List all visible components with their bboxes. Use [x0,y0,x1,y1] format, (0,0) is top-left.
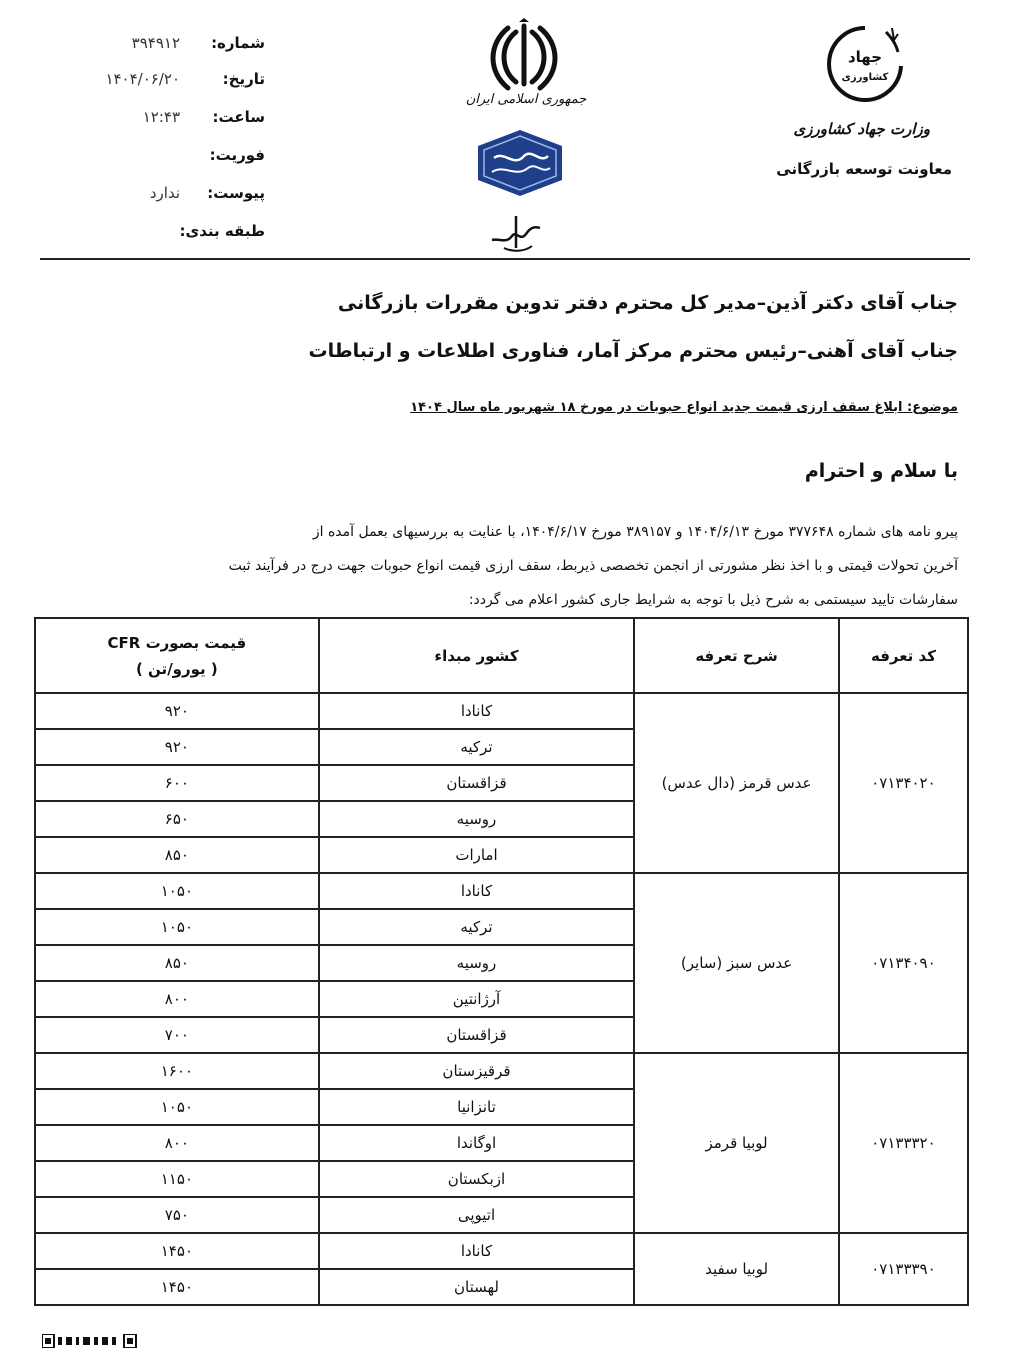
header-price [35,618,319,693]
tariff-code: ۰۷۱۳۴۰۲۰ [839,693,968,873]
cfr-price: ۸۰۰ [35,981,319,1017]
meta-label: فوریت: [209,146,265,164]
meta-value: ۳۹۴۹۱۲ [131,34,180,52]
origin-country: قرقیزستان [319,1053,634,1089]
cfr-price: ۸۵۰ [35,945,319,981]
production-badge-icon [470,128,570,198]
barcode-icon [42,1334,138,1348]
origin-country: روسیه [319,945,634,981]
origin-country: کانادا [319,1233,634,1269]
meta-row [90,70,265,96]
subject-line: موضوع: ابلاغ سقف ارزی قیمت جدید انواع حبوبات در مورخ ۱۸ شهریور ماه سال ۱۴۰۴ [410,400,958,415]
header-country: کشور مبداء [319,618,634,693]
tariff-code: ۰۷۱۳۴۰۹۰ [839,873,968,1053]
tariff-description: لوبیا سفید [634,1233,839,1305]
origin-country: اتیوپی [319,1197,634,1233]
origin-country: آرژانتین [319,981,634,1017]
tariff-description: عدس قرمز (دال عدس) [634,693,839,873]
jahad-keshavarzi-logo-icon [822,22,908,106]
body-line-2: آخرین تحولات قیمتی و با اخذ نظر مشورتی از انجمن تخصصی ذیربط، سقف ارزی قیمت انواع حبوبات جهت درج در فرآیند ثبت [228,558,958,574]
cfr-price: ۱۰۵۰ [35,1089,319,1125]
origin-country: امارات [319,837,634,873]
header-code: کد تعرفه [839,618,968,693]
addressee-2: جناب آقای آهنی–رئیس محترم مرکز آمار، فناوری اطلاعات و ارتباطات [308,340,958,362]
origin-country: قزاقستان [319,765,634,801]
price-table [34,617,969,1306]
header-price-line-1: قیمت بصورت CFR [107,633,247,652]
tariff-description: عدس سبز (سایر) [634,873,839,1053]
meta-row [90,222,265,248]
tariff-code: ۰۷۱۳۳۳۹۰ [839,1233,968,1305]
header-divider [40,258,970,260]
tariff-description: لوبیا قرمز [634,1053,839,1233]
cfr-price: ۹۲۰ [35,693,319,729]
meta-label: تاریخ: [222,70,265,88]
origin-country: قزاقستان [319,1017,634,1053]
emblem-caption: جمهوری اسلامی ایران [465,92,587,107]
origin-country: تانزانیا [319,1089,634,1125]
svg-text:کشاورزی: کشاورزی [841,72,889,83]
meta-value: ندارد [149,184,180,202]
meta-value: ۱۴۰۴/۰۶/۲۰ [105,70,180,88]
cfr-price: ۸۰۰ [35,1125,319,1161]
cfr-price: ۱۱۵۰ [35,1161,319,1197]
cfr-price: ۹۲۰ [35,729,319,765]
table-row [35,693,968,729]
cfr-price: ۱۰۵۰ [35,909,319,945]
meta-label: ساعت: [212,108,265,126]
table-row [35,873,968,909]
origin-country: کانادا [319,873,634,909]
meta-row [90,108,265,134]
meta-label: پیوست: [207,184,265,202]
meta-label: شماره: [211,34,265,52]
cfr-price: ۱۰۵۰ [35,873,319,909]
cfr-price: ۷۵۰ [35,1197,319,1233]
meta-label: طبقه بندی: [179,222,265,240]
addressee-1: جناب آقای دکتر آذین–مدیر کل محترم دفتر تدوین مقررات بازرگانی [337,292,958,314]
origin-country: اوگاندا [319,1125,634,1161]
greeting: با سلام و احترام [804,460,958,482]
header-desc: شرح تعرفه [634,618,839,693]
meta-row [90,146,265,172]
cfr-price: ۷۰۰ [35,1017,319,1053]
tariff-code: ۰۷۱۳۳۳۲۰ [839,1053,968,1233]
ministry-name: وزارت جهاد کشاورزی [793,120,930,138]
cfr-price: ۶۰۰ [35,765,319,801]
origin-country: روسیه [319,801,634,837]
table-header-row [35,618,968,693]
signature-mark-icon [486,208,546,254]
body-line-1: پیرو نامه های شماره ۳۷۷۶۴۸ مورخ ۱۴۰۴/۶/۱۳ و ۳۸۹۱۵۷ مورخ ۱۴۰۴/۶/۱۷، با عنایت به بررسیهای بعمل آمده از [312,524,958,540]
origin-country: لهستان [319,1269,634,1305]
origin-country: کانادا [319,693,634,729]
origin-country: ترکیه [319,909,634,945]
header-price-line-2: ( یورو/تن ) [135,659,218,678]
svg-text:جهاد: جهاد [847,48,883,66]
meta-value: ۱۲:۴۳ [142,108,180,126]
cfr-price: ۱۶۰۰ [35,1053,319,1089]
cfr-price: ۸۵۰ [35,837,319,873]
body-line-3: سفارشات تایید سیستمی به شرح ذیل با توجه به شرایط جاری کشور اعلام می گردد: [468,592,958,608]
table-row [35,1053,968,1089]
meta-row [90,184,265,210]
cfr-price: ۶۵۰ [35,801,319,837]
cfr-price: ۱۴۵۰ [35,1269,319,1305]
origin-country: ترکیه [319,729,634,765]
origin-country: ازبکستان [319,1161,634,1197]
deputy-name: معاونت توسعه بازرگانی [776,160,952,178]
cfr-price: ۱۴۵۰ [35,1233,319,1269]
meta-row [90,34,265,60]
iran-emblem-icon [486,18,562,96]
table-row [35,1233,968,1269]
